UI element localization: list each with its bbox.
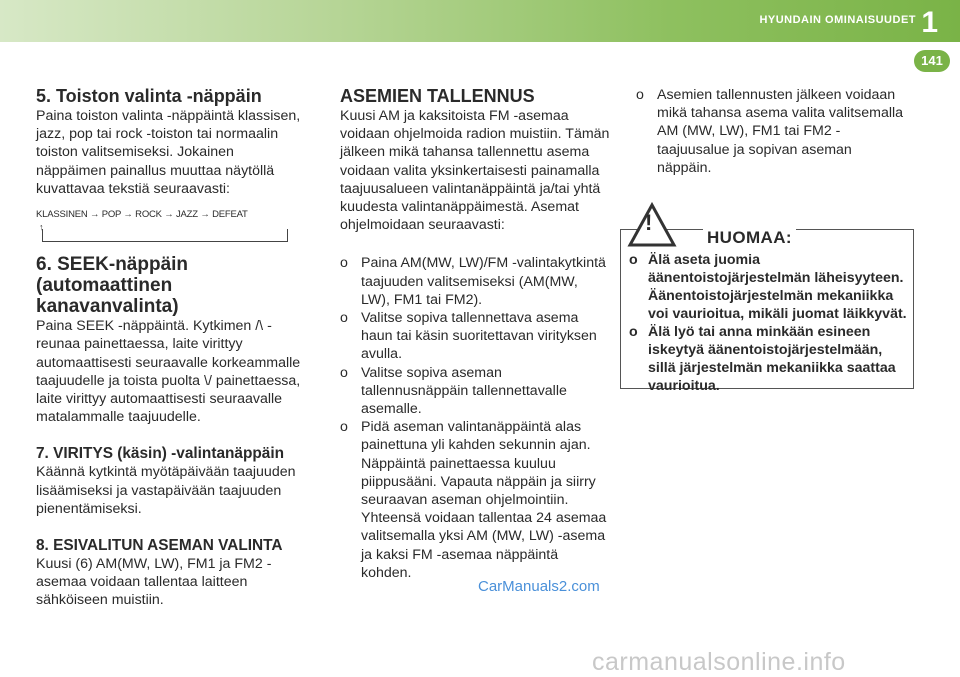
list-item: o Pidä aseman valintanäppäintä alas painettuna yli kahden sekunnin ajan. Näppäintä painettaessa kuuluu piippusääni. Vapauta näppäin ja siirry seuraavan aseman ohjelmointiin. Yhteensä voidaan tallentaa 24 asemaa valitsemalla yksi AM (MW, LW) -asema ja kaksi FM -asemaa näppäintä kohden.: [340, 419, 607, 581]
exclamation-mark: !: [645, 210, 653, 235]
page-number: 141: [914, 50, 950, 72]
section-6-text: Paina SEEK -näppäintä. Kytkimen /\ -reunaa painettaessa, laite virittyy automaattisesti seuraavalle korkeammalle taajuudelle ja toista puolta \/ painettaessa, laite virittyy automaattisesti seuraavalle matalammalle taajuudelle.: [36, 318, 301, 426]
list-item: o Älä lyö tai anna minkään esineen iskeytyä äänentoistojärjestelmään, sillä järjestelmän mekaniikka saattaa vaurioitua.: [629, 324, 896, 394]
station-memory-intro: Kuusi AM ja kaksitoista FM -asemaa voidaan ohjelmoida radion muistiin. Tämän jälkeen mikä tahansa tallennettu asema voidaan valita yksinkertaisesti painamalla taajuusalueen valintanäppäintä ja/tai yhtä kuudesta valintanäppäimestä. Asemat ohjelmoidaan seuraavasti:: [340, 108, 610, 234]
chapter-number: 1: [921, 6, 938, 39]
list-item: o Valitse sopiva tallennettava asema haun tai käsin suoritettavan virityksen avulla.: [340, 310, 597, 363]
station-memory-title: ASEMIEN TALLENNUS: [340, 86, 535, 106]
programming-steps: [340, 254, 610, 582]
section-8-text: Kuusi (6) AM(MW, LW), FM1 ja FM2 -asemaa voidaan tallentaa laitteen sähköiseen muistiin.: [36, 556, 272, 609]
section-5-text: Paina toiston valinta -näppäintä klassisen, jazz, pop tai rock -toiston tai normaalin toiston valitsemiseksi. Jokainen näppäimen painallus muuttaa näytöllä kuvattavaa tekstiä seuraavasti:: [36, 108, 301, 197]
section-title: HYUNDAIN OMINAISUUDET: [759, 14, 916, 26]
cycle-arrow-icon: ↑: [39, 222, 44, 233]
mode-cycle-bracket: [39, 222, 288, 242]
list-item: o Paina AM(MW, LW)/FM -valintakytkintä taajuuden valitsemiseksi (AM(MW, LW), FM1 tai FM2).: [340, 255, 606, 308]
list-item: o Älä aseta juomia äänentoistojärjestelmän läheisyyteen. Äänentoistojärjestelmän mekaniikka voi vaurioitua, mikäli juomat läikkyvät.: [629, 252, 907, 322]
list-item: o Valitse sopiva aseman tallennusnäppäin tallennettavalle asemalle.: [340, 364, 567, 418]
caution-title: HUOMAA:: [703, 228, 796, 248]
column-right: [636, 86, 910, 177]
caution-items: [629, 251, 909, 395]
footer-watermark: carmanualsonline.info: [592, 648, 846, 676]
section-6-title: 6. SEEK-näppäin (automaattinen kanavanvalinta): [36, 254, 189, 318]
watermark-link[interactable]: CarManuals2.com: [478, 578, 600, 595]
section-7-title: 7. VIRITYS (käsin) -valintanäppäin: [36, 445, 285, 463]
list-item: o Asemien tallennusten jälkeen voidaan mikä tahansa asema valita valitsemalla AM (MW, LW), FM1 tai FM2 -taajuusalue ja sopivan aseman näppäin.: [636, 87, 904, 176]
column-middle: [340, 86, 610, 582]
section-5-title: 5. Toiston valinta -näppäin: [36, 86, 262, 106]
section-7-text: Käännä kytkintä myötäpäivään taajuuden lisäämiseksi ja vastapäivään taajuuden pienentämiseksi.: [36, 464, 296, 517]
after-programming-list: [636, 86, 910, 177]
column-left: [36, 86, 306, 610]
caution-box: [620, 210, 914, 394]
section-8-title: 8. ESIVALITUN ASEMAN VALINTA: [36, 537, 283, 555]
mode-flow: KLASSINEN → POP → ROCK → JAZZ → DEFEAT: [36, 209, 248, 221]
